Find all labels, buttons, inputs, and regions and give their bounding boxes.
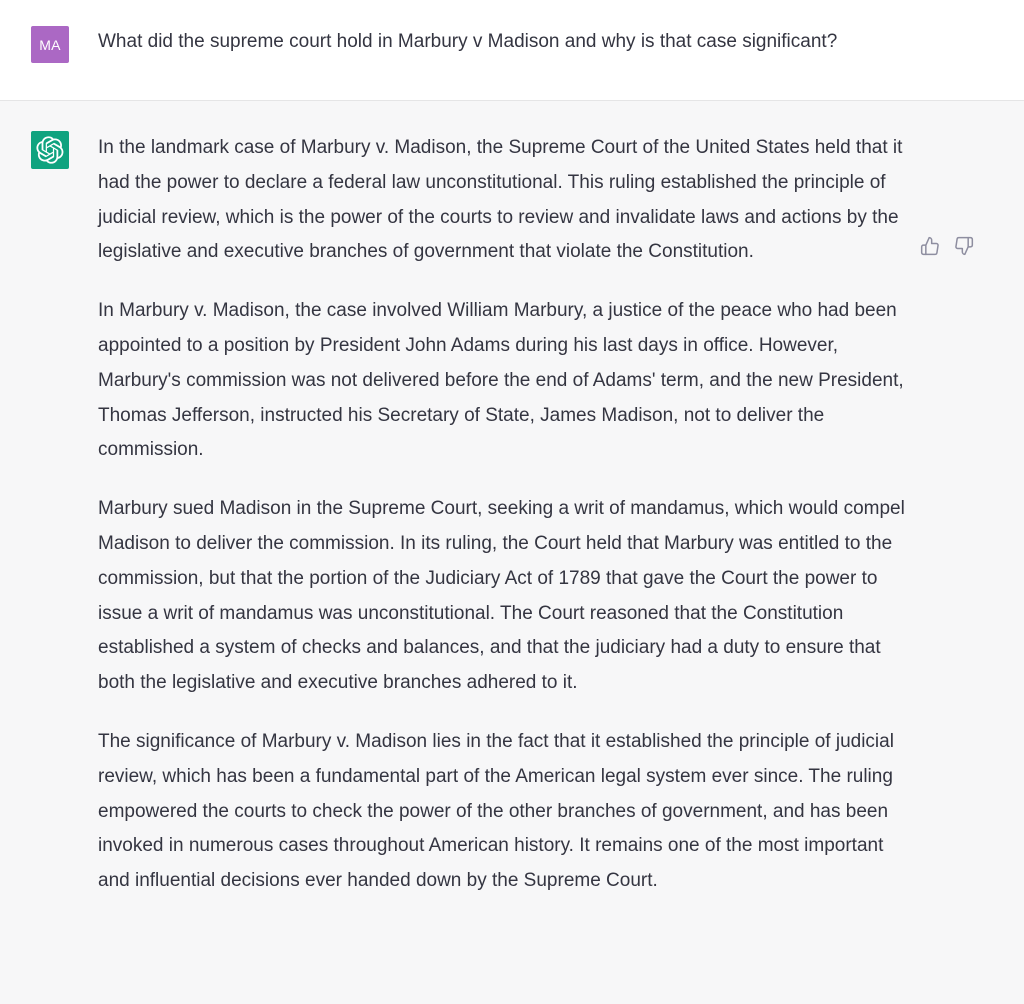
response-paragraph: The significance of Marbury v. Madison lies in the fact that it established the principle of judicial review, which has been a fundamental part of the American legal system ever since. The ruling empowered the courts to check the power of the other branches of government, and has been invoked in numerous cases throughout American history. It remains one of the most important and influential decisions ever handed down by the Supreme Court. [98,730,894,892]
feedback-buttons [920,235,974,257]
user-avatar: MA [31,26,69,63]
response-paragraph: In the landmark case of Marbury v. Madison, the Supreme Court of the United States held that it had the power to declare a federal law unconstitutional. This ruling established the principle of judicial review, which is the power of the courts to review and invalidate laws and actions by the legislative and executive branches of government that violate the Constitution. [98,137,903,263]
user-message-text: What did the supreme court hold in Marbury v Madison and why is that case significant? [98,31,838,52]
thumbs-up-button[interactable] [920,235,940,257]
assistant-response [98,131,910,923]
openai-logo-icon [36,136,64,164]
thumbs-down-icon [954,236,974,256]
user-message-row [0,0,1024,101]
response-paragraph: Marbury sued Madison in the Supreme Court, seeking a writ of mandamus, which would compel Madison to deliver the commission. In its ruling, the Court held that Marbury was entitled to the commission, but that the portion of the Judiciary Act of 1789 that gave the Court the power to issue a writ of mandamus was unconstitutional. The Court reasoned that the Constitution established a system of checks and balances, and that the judiciary had a duty to ensure that both the legislative and executive branches adhered to it. [98,498,905,694]
assistant-message-row [0,101,1024,1004]
thumbs-down-button[interactable] [954,235,974,257]
thumbs-up-icon [920,236,940,256]
response-paragraph: In Marbury v. Madison, the case involved William Marbury, a justice of the peace who had been appointed to a position by President John Adams during his last days in office. However, Marbury's commission was not delivered before the end of Adams' term, and the new President, Thomas Jefferson, instructed his Secretary of State, James Madison, not to deliver the commission. [98,300,904,461]
assistant-avatar [31,131,69,169]
